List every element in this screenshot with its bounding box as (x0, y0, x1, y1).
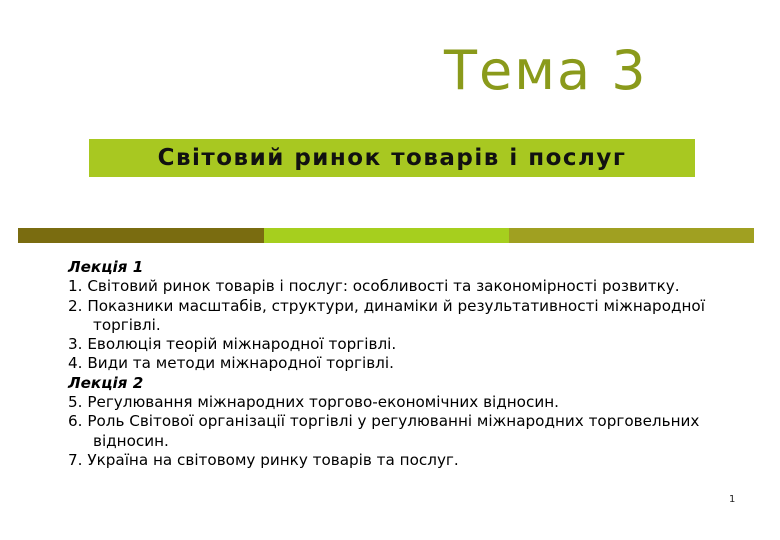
outline-item: 7. Україна на світовому ринку товарів та послуг. (68, 450, 459, 469)
slide-subtitle: Світовий ринок товарів і послуг (157, 145, 627, 171)
outline-item: 2. Показники масштабів, структури, динаміки й результативності міжнародної торгівлі. (68, 296, 705, 334)
outline-item: 6. Роль Світової організації торгівлі у регулюванні міжнародних торговельних відносин. (68, 412, 700, 450)
outline-item: 4. Види та методи міжнародної торгівлі. (68, 354, 394, 373)
lecture-2-heading: Лекція 2 (68, 373, 144, 392)
outline-item: 3. Еволюція теорій міжнародної торгівлі. (68, 335, 397, 354)
divider-bar-right (509, 228, 754, 243)
page-number: 1 (729, 494, 736, 505)
subtitle-banner (89, 139, 695, 177)
outline-item: 1. Світовий ринок товарів і послуг: особливості та закономірності розвитку. (68, 277, 680, 296)
divider-bar-middle (264, 228, 509, 243)
outline-item: 5. Регулювання міжнародних торгово-економічних відносин. (68, 393, 559, 412)
lecture-1-heading: Лекція 1 (68, 258, 144, 276)
divider-bar-left (18, 228, 264, 243)
lecture-outline (68, 258, 728, 470)
slide-title: Тема 3 (444, 39, 648, 102)
